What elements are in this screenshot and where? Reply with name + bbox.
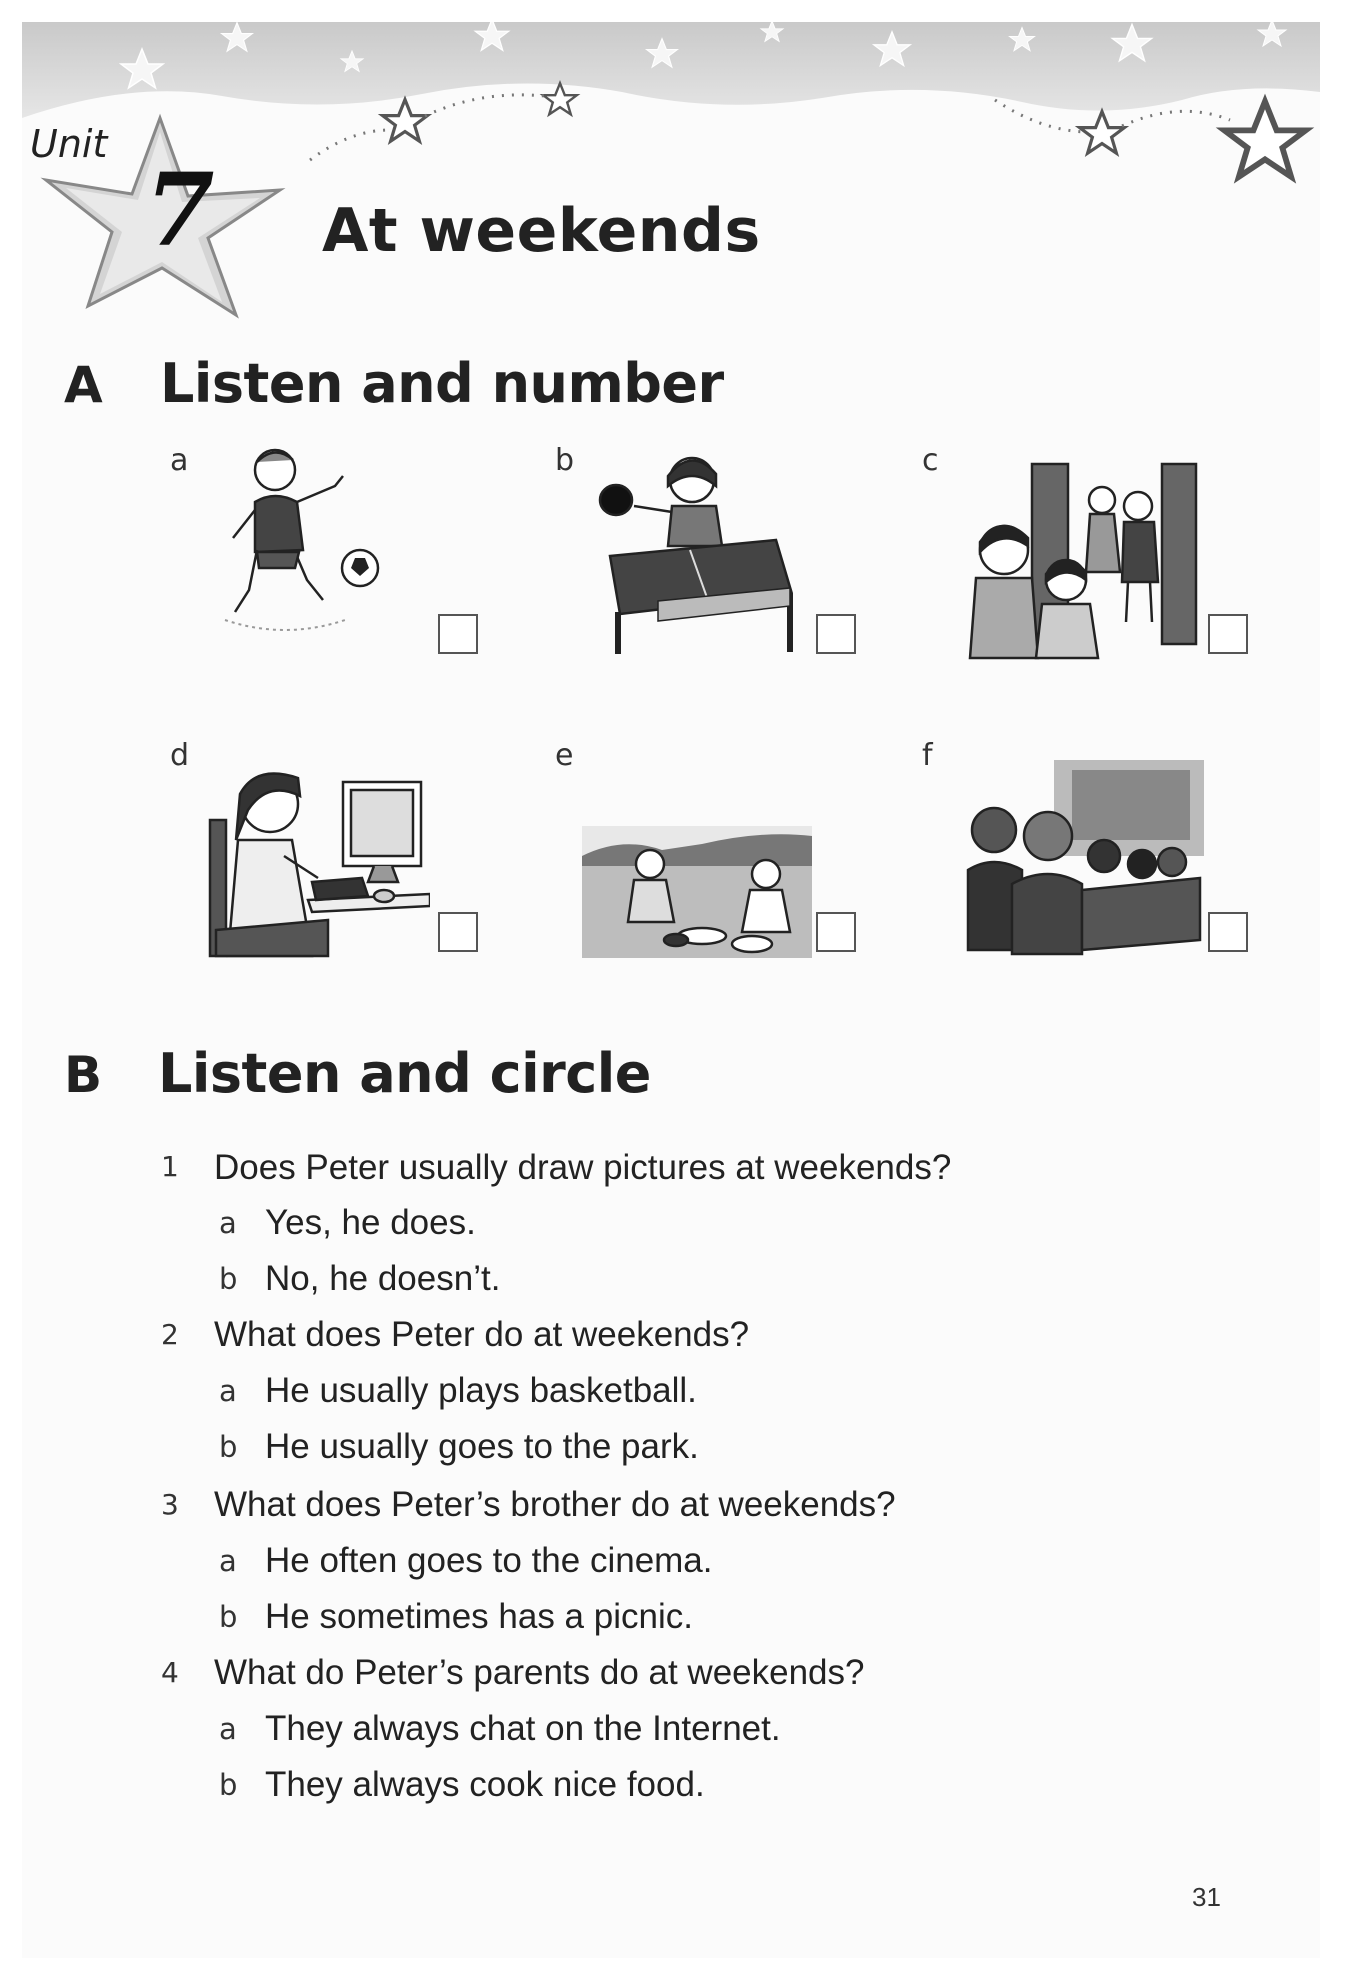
question-3-text: What does Peter’s brother do at weekends?	[214, 1485, 896, 1524]
question-1-option-b-letter[interactable]: b	[219, 1262, 238, 1296]
section-b-letter: B	[64, 1046, 103, 1104]
answer-box-d[interactable]	[438, 912, 478, 952]
answer-box-e[interactable]	[816, 912, 856, 952]
woman-at-computer-picture-icon	[208, 760, 430, 958]
question-3-option-b-letter[interactable]: b	[219, 1600, 238, 1634]
question-4-option-a-letter[interactable]: a	[219, 1712, 237, 1746]
question-2-option-b-text: He usually goes to the park.	[265, 1427, 699, 1466]
boys-having-picnic-picture-icon	[582, 826, 812, 958]
picture-a-letter: a	[170, 443, 189, 478]
question-2-option-a-letter[interactable]: a	[219, 1374, 237, 1408]
page-number: 31	[1192, 1882, 1221, 1912]
section-b-title: Listen and circle	[158, 1042, 651, 1105]
girl-playing-table-tennis-picture-icon	[598, 446, 793, 656]
unit-title: At weekends	[322, 196, 761, 266]
question-3-option-a-letter[interactable]: a	[219, 1544, 237, 1578]
question-1-option-b-text: No, he doesn’t.	[265, 1259, 501, 1298]
girls-visiting-grandparents-picture-icon	[962, 462, 1202, 660]
question-2-option-a-text: He usually plays basketball.	[265, 1371, 697, 1410]
picture-d-letter: d	[170, 738, 190, 773]
question-4-option-b-letter[interactable]: b	[219, 1768, 238, 1802]
answer-box-f[interactable]	[1208, 912, 1248, 952]
answer-box-c[interactable]	[1208, 614, 1248, 654]
question-3-number: 3	[161, 1488, 179, 1521]
question-4-option-b-text: They always cook nice food.	[265, 1765, 705, 1804]
unit-label: Unit	[30, 122, 108, 166]
picture-b-letter: b	[555, 443, 575, 478]
question-2-text: What does Peter do at weekends?	[214, 1315, 750, 1354]
question-3-option-b-text: He sometimes has a picnic.	[265, 1597, 693, 1636]
question-3-option-a-text: He often goes to the cinema.	[265, 1541, 713, 1580]
question-1-text: Does Peter usually draw pictures at weekends?	[214, 1148, 952, 1187]
answer-box-a[interactable]	[438, 614, 478, 654]
section-a-letter: A	[64, 356, 103, 414]
picture-c-letter: c	[922, 443, 939, 478]
boy-kicking-football-picture-icon	[215, 440, 390, 655]
section-a-title: Listen and number	[160, 352, 724, 415]
question-4-text: What do Peter’s parents do at weekends?	[214, 1653, 865, 1692]
picture-e-letter: e	[555, 738, 574, 773]
picture-f-letter: f	[922, 738, 933, 773]
question-4-number: 4	[161, 1656, 179, 1689]
question-2-option-b-letter[interactable]: b	[219, 1430, 238, 1464]
question-1-option-a-text: Yes, he does.	[265, 1203, 476, 1242]
people-at-cinema-picture-icon	[964, 760, 1204, 956]
question-1-option-a-letter[interactable]: a	[219, 1206, 237, 1240]
unit-number: 7	[145, 151, 215, 269]
question-2-number: 2	[161, 1318, 179, 1351]
answer-box-b[interactable]	[816, 614, 856, 654]
dotted-star-trail-decoration	[280, 60, 1320, 200]
question-4-option-a-text: They always chat on the Internet.	[265, 1709, 781, 1748]
question-1-number: 1	[161, 1150, 179, 1183]
